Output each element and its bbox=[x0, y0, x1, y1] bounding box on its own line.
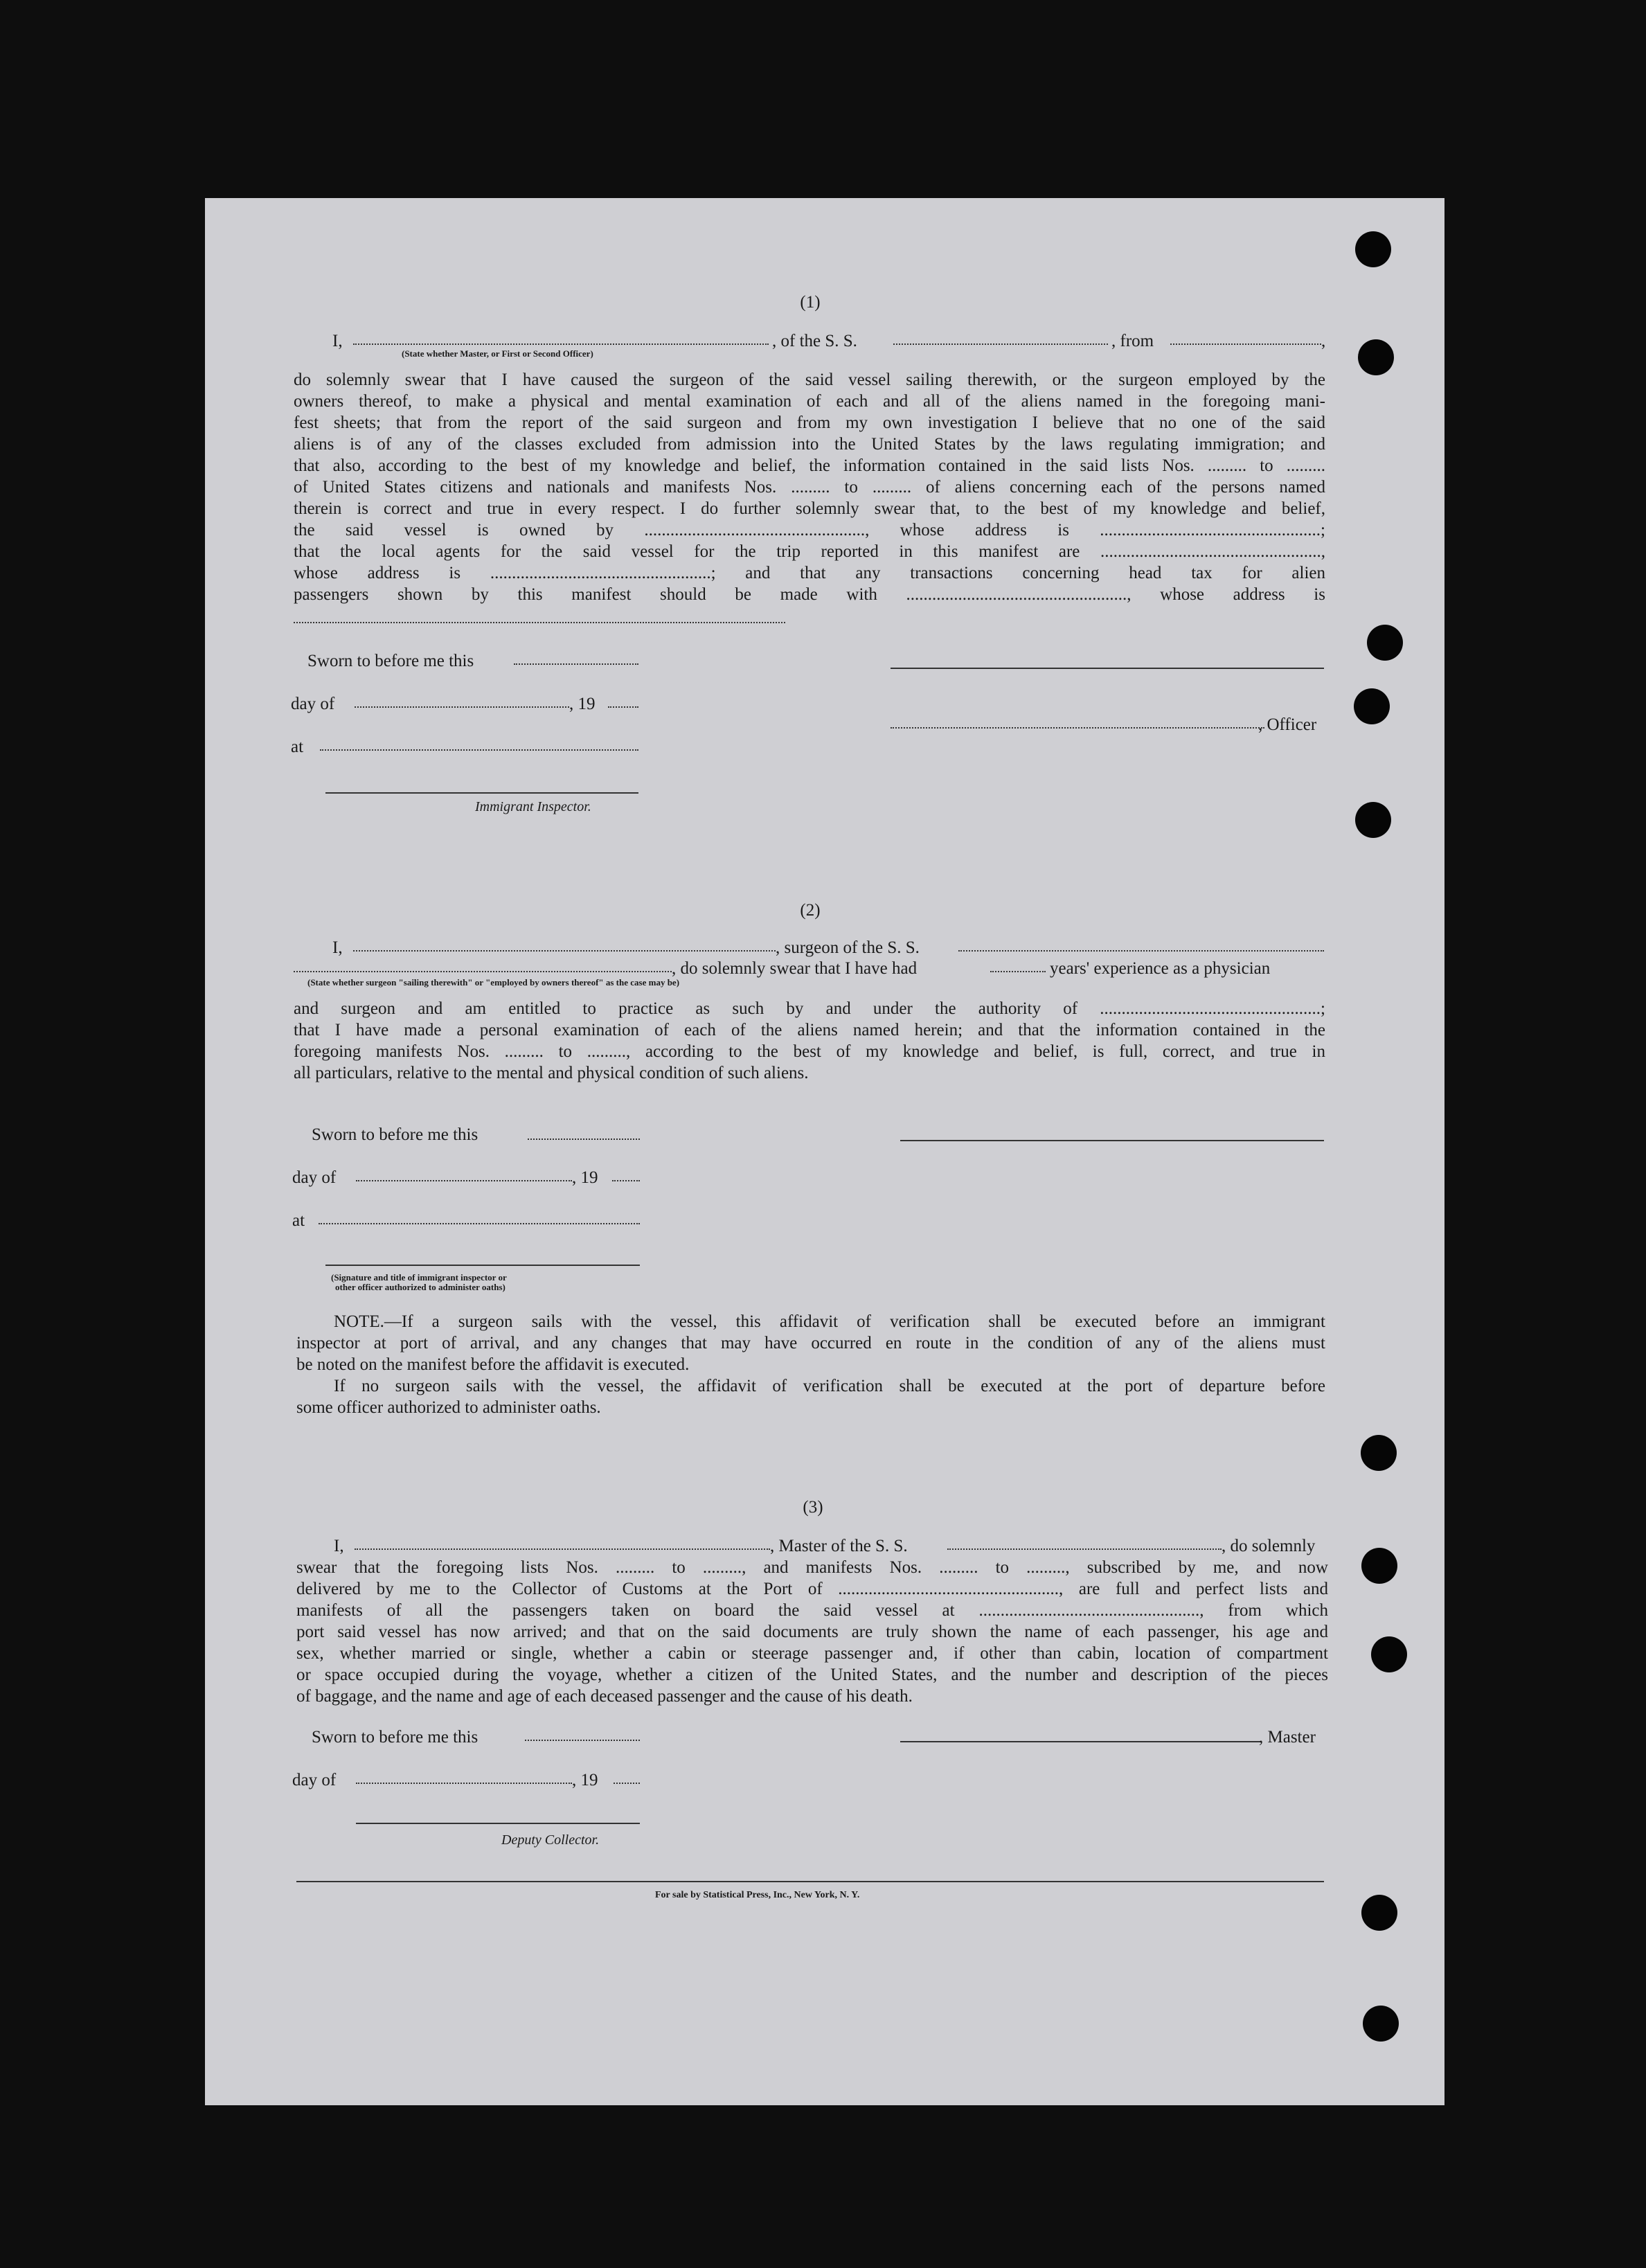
sworn-label-2: Sworn to before me this bbox=[312, 1125, 478, 1144]
body-line: foregoing manifests Nos. ......... to ........., according to the best of my knowledge and belief, is full, correct, and true in bbox=[294, 1042, 1325, 1061]
note-line: inspector at port of arrival, and any changes that may have occurred en route in the condition of any of the aliens must bbox=[296, 1334, 1325, 1352]
body-line: or space occupied during the voyage, whether a citizen of the United States, and the number and description of the pieces bbox=[296, 1666, 1328, 1684]
years-experience-label: years' experience as a physician bbox=[1050, 959, 1271, 978]
day-of-label-3: day of bbox=[292, 1771, 337, 1789]
at-label-1: at bbox=[291, 738, 304, 756]
day-of-label-2: day of bbox=[292, 1168, 337, 1187]
surgeon-signature-line[interactable] bbox=[900, 1140, 1324, 1141]
from-port-field[interactable] bbox=[1170, 343, 1321, 345]
officer-signature-line[interactable] bbox=[891, 668, 1324, 669]
punch-hole bbox=[1361, 1548, 1397, 1584]
note-line: NOTE.—If a surgeon sails with the vessel, this affidavit of verification shall be executed before an immigrant bbox=[334, 1312, 1325, 1331]
section-2-number: (2) bbox=[800, 901, 821, 920]
punch-hole bbox=[1354, 688, 1390, 724]
at-field-1[interactable] bbox=[320, 749, 638, 751]
note-line: be noted on the manifest before the affidavit is executed. bbox=[296, 1355, 690, 1374]
body-line: the said vessel is owned by ..................................................., whose address is ...................................................; bbox=[294, 521, 1325, 539]
body-line: passengers shown by this manifest should be made with ..................................................., whose address is bbox=[294, 585, 1325, 604]
body-line: of United States citizens and nationals and manifests Nos. ......... to ......... of aliens concerning each of the persons named bbox=[294, 478, 1325, 497]
section-3-number: (3) bbox=[803, 1498, 823, 1517]
sworn-label-1: Sworn to before me this bbox=[307, 652, 474, 670]
of-ss-label: , of the S. S. bbox=[772, 332, 857, 350]
body-line: of baggage, and the name and age of each deceased passenger and the cause of his death. bbox=[296, 1687, 913, 1706]
punch-hole bbox=[1358, 339, 1394, 375]
section-1-number: (1) bbox=[800, 293, 821, 312]
year-field-1[interactable] bbox=[608, 706, 638, 708]
body-line: whose address is ...................................................; and that any transactions concerning head tax for alien bbox=[294, 564, 1325, 582]
comma: , bbox=[1321, 332, 1326, 350]
rank-caption: (State whether Master, or First or Second Officer) bbox=[402, 348, 593, 359]
body-line: that the local agents for the said vessel for the trip reported in this manifest are ..................................................., bbox=[294, 542, 1325, 561]
head-tax-address-field[interactable] bbox=[294, 622, 785, 623]
authorized-officer-signature-line[interactable] bbox=[325, 1265, 640, 1266]
body-line: fest sheets; that from the report of the said surgeon and from my own investigation I believe that no one of the said bbox=[294, 413, 1325, 432]
footer-rule bbox=[296, 1881, 1324, 1882]
surgeon-caption: (State whether surgeon "sailing therewith" or "employed by owners thereof" as the case may be) bbox=[307, 977, 680, 988]
body-line: that I have made a personal examination of each of the aliens named herein; and that the information contained in the bbox=[294, 1021, 1325, 1039]
years-swear-label: , do solemnly swear that I have had bbox=[672, 959, 918, 978]
inspector-signature-line[interactable] bbox=[325, 792, 638, 794]
body-line: do solemnly swear that I have caused the surgeon of the said vessel sailing therewith, or the surgeon employed by the bbox=[294, 370, 1325, 389]
body-line: and surgeon and am entitled to practice as such by and under the authority of ...................................................; bbox=[294, 999, 1325, 1018]
at-field-2[interactable] bbox=[319, 1223, 640, 1224]
punch-hole bbox=[1355, 231, 1391, 267]
master-label: , Master bbox=[1259, 1728, 1316, 1747]
sworn-date-field-2[interactable] bbox=[528, 1139, 640, 1140]
surgeon-status-field[interactable] bbox=[294, 971, 672, 972]
body-line: sex, whether married or single, whether a cabin or steerage passenger and, if other than cabin, location of compartment bbox=[296, 1644, 1328, 1663]
body-line: all particulars, relative to the mental and physical condition of such aliens. bbox=[294, 1064, 809, 1082]
officer-label: , Officer bbox=[1258, 715, 1317, 734]
body-line: manifests of all the passengers taken on board the said vessel at ..................................................., from which bbox=[296, 1601, 1328, 1620]
body-line: port said vessel has now arrived; and that on the said documents are truly shown the name of each passenger, his age and bbox=[296, 1623, 1328, 1641]
signature-caption-line-1: (Signature and title of immigrant inspector or bbox=[331, 1272, 507, 1283]
year-label-1: , 19 bbox=[569, 695, 596, 713]
from-label: , from bbox=[1111, 332, 1154, 350]
master-of-label: , Master of the S. S. bbox=[770, 1537, 908, 1555]
body-line: owners thereof, to make a physical and mental examination of each and all of the aliens named in the foregoing mani- bbox=[294, 392, 1325, 411]
day-of-label-1: day of bbox=[291, 695, 335, 713]
master-name-field[interactable] bbox=[355, 1548, 770, 1550]
punch-hole bbox=[1355, 802, 1391, 838]
punch-hole bbox=[1363, 2006, 1399, 2042]
day-of-field-2[interactable] bbox=[356, 1180, 572, 1181]
note-line: If no surgeon sails with the vessel, the affidavit of verification shall be executed at the port of departure before bbox=[334, 1377, 1325, 1395]
body-line: that also, according to the best of my knowledge and belief, the information contained in the said lists Nos. ......... to ......... bbox=[294, 456, 1325, 475]
years-field[interactable] bbox=[990, 971, 1046, 972]
surgeon-of-label: , surgeon of the S. S. bbox=[776, 938, 920, 957]
at-label-2: at bbox=[292, 1211, 305, 1230]
year-label-3: , 19 bbox=[572, 1771, 598, 1789]
signature-caption-line-2: other officer authorized to administer oaths) bbox=[335, 1282, 506, 1292]
punch-hole bbox=[1361, 1895, 1397, 1931]
day-of-field-3[interactable] bbox=[356, 1783, 572, 1784]
master-signature-line[interactable] bbox=[900, 1741, 1260, 1742]
immigrant-inspector-caption: Immigrant Inspector. bbox=[475, 799, 591, 814]
surgeon-name-field[interactable] bbox=[353, 950, 776, 952]
section-2-I: I, bbox=[332, 938, 343, 957]
section-3-I: I, bbox=[334, 1537, 344, 1555]
body-line: swear that the foregoing lists Nos. ......... to ........., and manifests Nos. ......... to ........., subscribed by me, and now bbox=[296, 1558, 1328, 1577]
printer-credit: For sale by Statistical Press, Inc., New York, N. Y. bbox=[655, 1890, 860, 1900]
year-field-3[interactable] bbox=[614, 1783, 640, 1784]
master-vessel-field[interactable] bbox=[947, 1548, 1222, 1550]
body-line: therein is correct and true in every respect. I do further solemnly swear that, to the best of my knowledge and belief, bbox=[294, 499, 1325, 518]
body-line: aliens is of any of the classes excluded from admission into the United States by the laws regulating immigration; and bbox=[294, 435, 1325, 454]
body-line: delivered by me to the Collector of Customs at the Port of ..................................................., are full and perfect lists and bbox=[296, 1580, 1328, 1598]
sworn-label-3: Sworn to before me this bbox=[312, 1728, 478, 1747]
section-1-I: I, bbox=[332, 332, 343, 350]
deputy-collector-caption: Deputy Collector. bbox=[501, 1832, 600, 1848]
surgeon-vessel-field[interactable] bbox=[958, 950, 1324, 952]
collector-signature-line[interactable] bbox=[356, 1823, 640, 1824]
punch-hole bbox=[1361, 1435, 1397, 1471]
day-of-field-1[interactable] bbox=[355, 706, 569, 708]
year-label-2: , 19 bbox=[572, 1168, 598, 1187]
punch-hole bbox=[1371, 1636, 1407, 1672]
vessel-name-field[interactable] bbox=[893, 343, 1108, 345]
rank-field[interactable] bbox=[353, 343, 769, 345]
note-line: some officer authorized to administer oaths. bbox=[296, 1398, 601, 1417]
punch-hole bbox=[1367, 625, 1403, 661]
sworn-date-field-3[interactable] bbox=[525, 1740, 640, 1741]
sworn-date-field-1[interactable] bbox=[514, 663, 638, 665]
officer-title-field[interactable] bbox=[891, 727, 1264, 729]
do-solemnly-label: , do solemnly bbox=[1222, 1537, 1316, 1555]
year-field-2[interactable] bbox=[612, 1180, 640, 1181]
